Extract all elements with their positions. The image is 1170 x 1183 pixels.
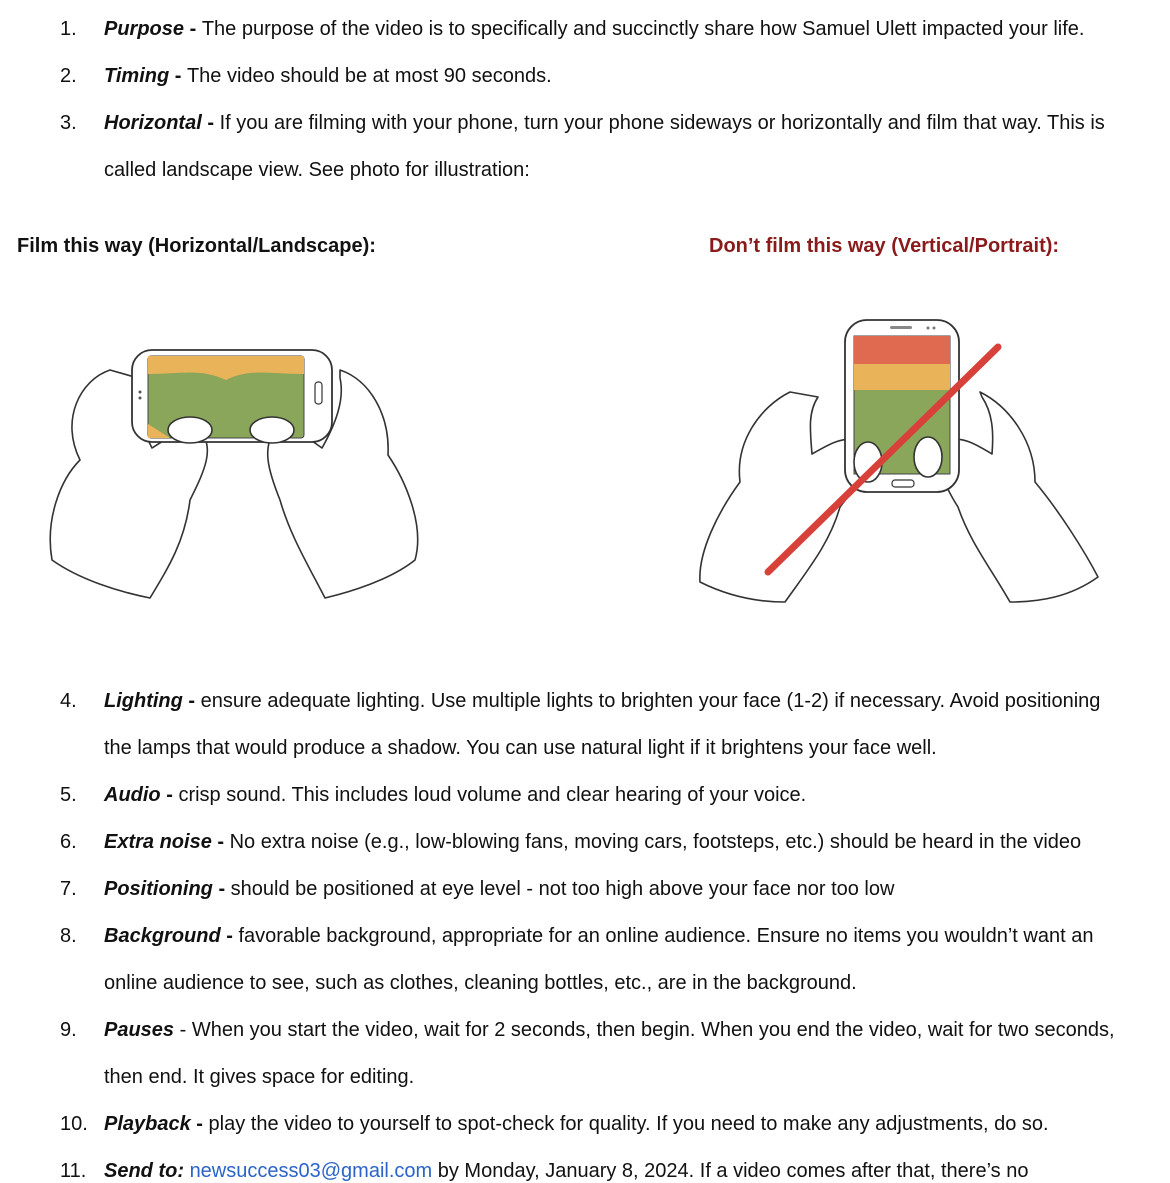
item-text: should be positioned at eye level - not too high above your face nor too low <box>230 878 895 900</box>
item-separator: - <box>220 925 239 947</box>
item-term: Playback <box>104 1113 191 1135</box>
home-button-icon <box>315 382 322 404</box>
item-term: Purpose <box>104 18 185 40</box>
screen-red-band <box>854 336 950 364</box>
portrait-phone-illustration <box>690 312 1110 612</box>
right-hand-icon <box>941 392 1098 602</box>
item-text: The video should be at most 90 seconds. <box>186 65 552 87</box>
item-term: Timing <box>104 65 170 87</box>
item-separator: - <box>174 1019 192 1041</box>
item-number: 8. <box>60 925 77 947</box>
item-number: 2. <box>60 65 77 87</box>
item-text: The purpose of the video is to specifically and succinctly share how Samuel Ulett impacted your life. <box>201 18 1085 40</box>
item-number: 4. <box>60 690 77 712</box>
left-thumb-icon <box>168 417 212 443</box>
item-number: 7. <box>60 878 77 900</box>
item-separator: - <box>160 784 179 806</box>
item-term: Positioning <box>104 878 213 900</box>
item-term: Audio <box>104 784 161 806</box>
item-text: play the video to yourself to spot-check for quality. If you need to make any adjustments, do so. <box>208 1113 1049 1135</box>
item-separator: - <box>184 18 202 40</box>
item-continuation: the lamps that would produce a shadow. You can use natural light if it brightens your face well. <box>104 737 937 759</box>
left-hand-icon <box>700 392 863 602</box>
item-text: favorable background, appropriate for an online audience. Ensure no items you wouldn’t want an <box>238 925 1094 947</box>
item-separator: - <box>190 1113 209 1135</box>
item-text: crisp sound. This includes loud volume and clear hearing of your voice. <box>178 784 807 806</box>
item-term: Send to: <box>104 1160 184 1182</box>
landscape-heading: Film this way (Horizontal/Landscape): <box>17 235 376 257</box>
item-number: 10. <box>60 1113 88 1135</box>
item-number: 11. <box>60 1160 87 1182</box>
item-separator: - <box>201 112 220 134</box>
item-term: Pauses <box>104 1019 175 1041</box>
portrait-heading: Don’t film this way (Vertical/Portrait): <box>709 235 1060 257</box>
email-link[interactable]: newsuccess03@gmail.com <box>189 1160 433 1182</box>
item-term: Background <box>104 925 221 947</box>
item-continuation: then end. It gives space for editing. <box>104 1066 415 1088</box>
right-thumb-icon <box>250 417 294 443</box>
right-thumb-icon <box>914 437 942 477</box>
home-button-icon <box>892 480 914 487</box>
landscape-phone-illustration <box>40 330 440 620</box>
screen-orange-band <box>854 364 950 390</box>
item-term: Horizontal <box>104 112 202 134</box>
item-number: 6. <box>60 831 77 853</box>
item-number: 3. <box>60 112 77 134</box>
item-number: 5. <box>60 784 77 806</box>
item-separator: - <box>169 65 187 87</box>
item-continuation: online audience to see, such as clothes, cleaning bottles, etc., are in the background. <box>104 972 857 994</box>
item-separator: - <box>211 831 230 853</box>
item-text: When you start the video, wait for 2 seconds, then begin. When you end the video, wait for two seconds, <box>191 1019 1115 1041</box>
item-term: Extra noise <box>104 831 212 853</box>
item-separator: - <box>212 878 231 900</box>
item-text: If you are filming with your phone, turn your phone sideways or horizontally and film that way. This is <box>219 112 1105 134</box>
item-text: ensure adequate lighting. Use multiple lights to brighten your face (1-2) if necessary. Avoid positioning <box>200 690 1101 712</box>
item-separator: - <box>182 690 201 712</box>
item-number: 9. <box>60 1019 77 1041</box>
item-text: by Monday, January 8, 2024. If a video comes after that, there’s no <box>432 1160 1029 1182</box>
item-continuation: called landscape view. See photo for illustration: <box>104 159 530 181</box>
item-number: 1. <box>60 18 77 40</box>
item-text: No extra noise (e.g., low-blowing fans, moving cars, footsteps, etc.) should be heard in the video <box>229 831 1082 853</box>
speaker-icon <box>890 326 912 329</box>
item-term: Lighting <box>104 690 183 712</box>
